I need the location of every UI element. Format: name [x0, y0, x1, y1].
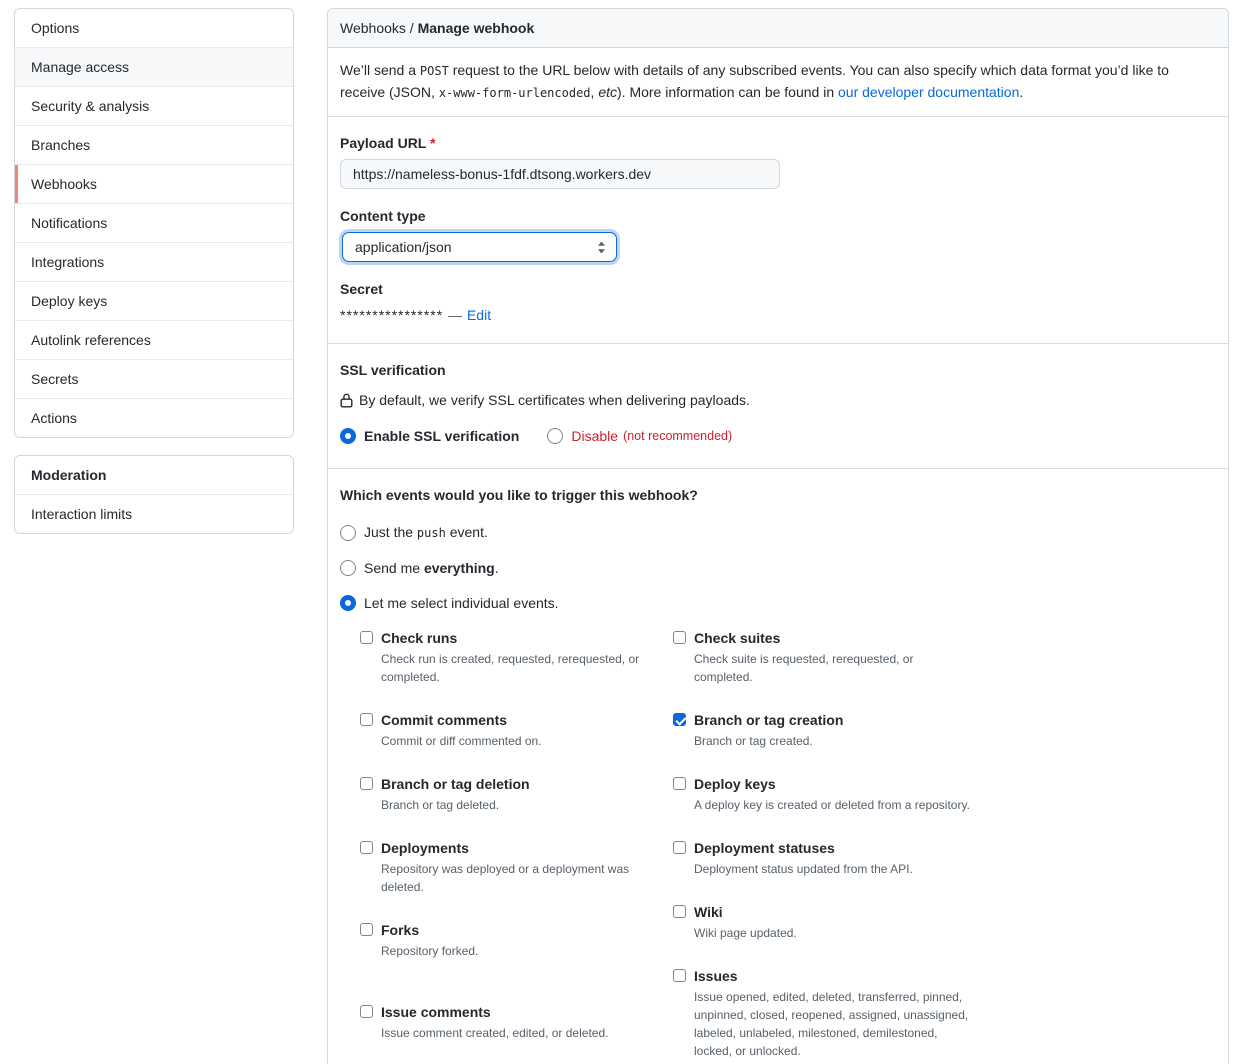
event-label[interactable]: Wiki [694, 904, 723, 920]
event-description: Repository was deployed or a deployment was deleted. [381, 862, 630, 894]
forks-checkbox[interactable] [360, 923, 373, 936]
secret-masked-value: **************** [340, 307, 444, 323]
event-label[interactable]: Forks [381, 922, 420, 938]
disable-ssl-label: Disable [571, 428, 619, 444]
event-item-branch-or-tag-creation [673, 710, 986, 750]
trigger-option-send-everything[interactable] [340, 558, 1216, 578]
urlencoded-code: x-www-form-urlencoded [438, 86, 591, 100]
events-checkbox-grid [360, 628, 1216, 1064]
post-code: POST [419, 64, 449, 78]
breadcrumb-separator: / [405, 20, 418, 36]
event-description: Issue opened, edited, deleted, transferred, pinned, unpinned, closed, reopened, assigned, unassigned, labeled, unlabeled, milestoned, demilestoned, locked, or unlocked. [694, 990, 969, 1058]
ssl-note-row [340, 390, 1216, 410]
event-item-deployment-statuses [673, 838, 986, 878]
branch-tag-deletion-checkbox[interactable] [360, 777, 373, 790]
ssl-note-text: By default, we verify SSL certificates when delivering payloads. [359, 392, 750, 408]
event-description: Wiki page updated. [694, 926, 797, 940]
trigger-options [340, 522, 1216, 613]
event-label[interactable]: Deployment statuses [694, 840, 835, 856]
event-label[interactable]: Issues [694, 968, 738, 984]
secret-label: Secret [340, 281, 383, 297]
settings-sidebar [14, 8, 294, 1064]
sidebar-item-autolink-references[interactable]: Autolink references [15, 320, 293, 359]
secret-masked-row [340, 305, 1216, 325]
deployments-checkbox[interactable] [360, 841, 373, 854]
wiki-checkbox[interactable] [673, 905, 686, 918]
secret-separator: — [448, 307, 463, 323]
sidebar-item-options[interactable]: Options [31, 20, 80, 36]
developer-documentation-link[interactable]: our developer documentation [838, 84, 1020, 100]
event-label[interactable]: Deploy keys [694, 776, 776, 792]
webhook-form-section [328, 117, 1228, 344]
event-label[interactable]: Check suites [694, 630, 781, 646]
sidebar-item-branches[interactable]: Branches [15, 125, 293, 164]
event-description: Commit or diff commented on. [381, 734, 542, 748]
intro-section [328, 48, 1228, 117]
event-label[interactable]: Commit comments [381, 712, 508, 728]
content-type-field-group [340, 206, 1216, 262]
send-everything-label: Send me everything. [364, 560, 499, 576]
trigger-option-just-push[interactable] [340, 522, 1216, 543]
event-description: A deploy key is created or deleted from a repository. [694, 798, 970, 812]
event-item-commit-comments [360, 710, 673, 750]
send-everything-radio-icon[interactable] [340, 560, 356, 576]
event-item-deploy-keys [673, 774, 986, 814]
secret-edit-link[interactable]: Edit [466, 307, 492, 323]
event-description: Repository forked. [381, 944, 479, 958]
event-description: Branch or tag created. [694, 734, 813, 748]
enable-ssl-radio-icon[interactable] [340, 428, 356, 444]
sidebar-moderation-header: Moderation [31, 467, 107, 483]
content-type-select[interactable] [342, 232, 617, 262]
payload-url-label: Payload URL * [340, 135, 436, 151]
event-item-wiki [673, 902, 986, 942]
manage-webhook-panel [327, 8, 1229, 1064]
issue-comments-checkbox[interactable] [360, 1005, 373, 1018]
payload-url-field-group [340, 133, 1216, 189]
event-description: Check run is created, requested, rerequested, or completed. [381, 652, 640, 684]
event-label[interactable]: Deployments [381, 840, 469, 856]
secret-field-group [340, 279, 1216, 325]
event-label[interactable]: Branch or tag creation [694, 712, 844, 728]
events-question: Which events would you like to trigger this webhook? [340, 487, 698, 503]
check-runs-checkbox[interactable] [360, 631, 373, 644]
moderation-nav-box [14, 455, 294, 534]
deployment-statuses-checkbox[interactable] [673, 841, 686, 854]
events-column-right [673, 628, 986, 1064]
events-section [328, 469, 1228, 1064]
content-type-selected-value: application/json [355, 239, 452, 255]
event-item-deployments [360, 838, 673, 896]
event-description: Branch or tag deleted. [381, 798, 500, 812]
deploy-keys-checkbox[interactable] [673, 777, 686, 790]
ssl-verification-heading: SSL verification [340, 362, 446, 378]
sidebar-item-manage-access[interactable]: Manage access [15, 47, 293, 86]
sidebar-item-webhooks[interactable]: Webhooks [15, 164, 293, 203]
event-label[interactable]: Branch or tag deletion [381, 776, 530, 792]
payload-url-input[interactable] [340, 159, 780, 189]
event-item-branch-or-tag-deletion [360, 774, 673, 814]
enable-ssl-label: Enable SSL verification [364, 428, 520, 444]
sidebar-item-actions[interactable]: Actions [15, 398, 293, 437]
enable-ssl-radio-option[interactable] [340, 426, 519, 446]
content-type-label: Content type [340, 208, 426, 224]
individual-events-radio-icon[interactable] [340, 595, 356, 611]
event-description: Deployment status updated from the API. [694, 862, 913, 876]
trigger-option-individual-events[interactable] [340, 593, 1216, 613]
just-push-radio-icon[interactable] [340, 525, 356, 541]
branch-tag-creation-checkbox[interactable] [673, 713, 686, 726]
individual-events-label: Let me select individual events. [364, 595, 559, 611]
commit-comments-checkbox[interactable] [360, 713, 373, 726]
sidebar-item-security-analysis[interactable]: Security & analysis [15, 86, 293, 125]
page-title: Manage webhook [417, 20, 535, 36]
just-push-label: Just the push event. [364, 524, 488, 540]
required-asterisk: * [430, 135, 436, 151]
select-updown-icon [597, 241, 606, 254]
event-label[interactable]: Issue comments [381, 1004, 491, 1020]
intro-text: We’ll send a POST request to the URL below with details of any subscribed events. You can also specify which data format you’d like to receive (JSON, x-www-form-urlencoded, etc). More information can be found in our developer documentation. [340, 62, 1169, 100]
disable-ssl-note: (not recommended) [623, 429, 733, 443]
event-item-issues [673, 966, 986, 1060]
sidebar-item-notifications[interactable]: Notifications [15, 203, 293, 242]
issues-checkbox[interactable] [673, 969, 686, 982]
event-item-forks [360, 920, 673, 960]
push-code: push [416, 526, 446, 540]
event-item-check-suites [673, 628, 986, 686]
event-item-check-runs [360, 628, 673, 686]
event-description: Issue comment created, edited, or deleted. [381, 1026, 609, 1040]
event-description: Check suite is requested, rerequested, or completed. [694, 652, 914, 684]
ssl-verification-section [328, 344, 1228, 469]
sidebar-item-secrets[interactable]: Secrets [15, 359, 293, 398]
lock-icon [340, 393, 353, 408]
event-label[interactable]: Check runs [381, 630, 458, 646]
settings-nav-box [14, 8, 294, 438]
event-item-issue-comments [360, 1002, 673, 1042]
sidebar-item-interaction-limits[interactable]: Interaction limits [15, 494, 293, 533]
disable-ssl-radio-option[interactable] [547, 426, 732, 446]
disable-ssl-radio-icon[interactable] [547, 428, 563, 444]
ssl-radio-row [340, 426, 1216, 446]
check-suites-checkbox[interactable] [673, 631, 686, 644]
breadcrumb [328, 9, 1228, 48]
sidebar-item-deploy-keys[interactable]: Deploy keys [15, 281, 293, 320]
events-column-left [360, 628, 673, 1064]
sidebar-item-integrations[interactable]: Integrations [15, 242, 293, 281]
breadcrumb-webhooks-link[interactable]: Webhooks [340, 20, 406, 36]
